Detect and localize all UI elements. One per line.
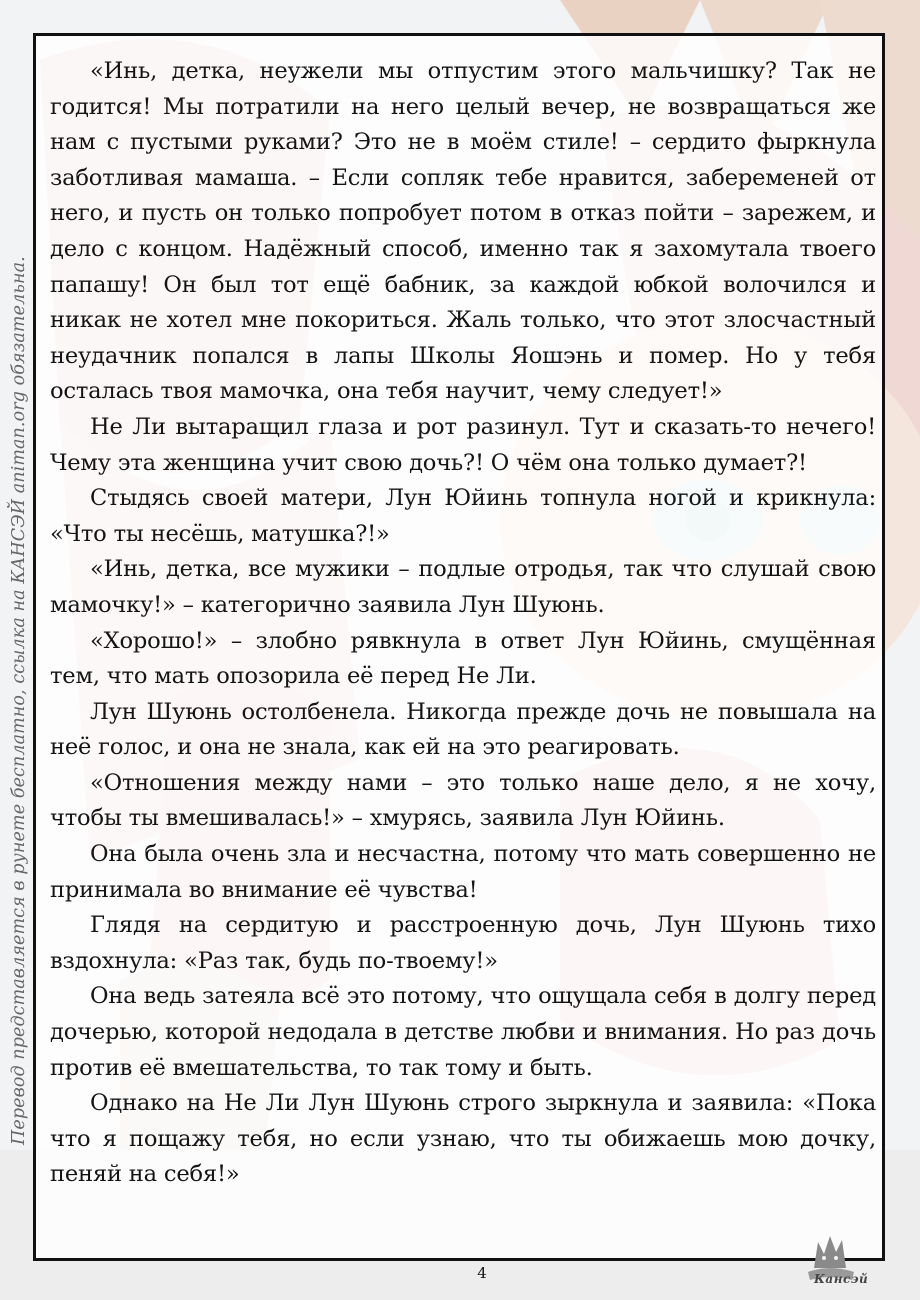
- translation-credit-note: Перевод представляется в рунете бесплатно, ссылка на КАНСЭЙ animan.org обязательна.: [9, 256, 29, 1145]
- paragraph: Лун Шуюнь остолбенела. Никогда прежде дочь не повышала на неё голос, и она не знала, как ей на это реагировать.: [50, 698, 876, 761]
- paragraph: «Инь, детка, неужели мы отпустим этого мальчишку? Так не годится! Мы потратили на него целый вечер, не возвращаться же нам с пустыми руками? Это не в моём стиле! – сердито фыркнула заботливая мамаша. – Если сопляк тебе нравится, забеременей от него, и пусть он только попробует потом в отказ пойти – зарежем, и дело с концом. Надёжный способ, именно так я захомутала твоего папашу! Он был тот ещё бабник, за каждой юбкой волочился и никак не хотел мне покориться. Жаль только, что этот злосчастный неудачник попался в лапы Школы Яошэнь и помер. Но у тебя осталась твоя мамочка, она тебя научит, чему следует!»: [50, 58, 876, 405]
- page-number: 4: [477, 1264, 487, 1282]
- paragraph: Однако на Не Ли Лун Шуюнь строго зыркнула и заявила: «Пока что я пощажу тебя, но если узнаю, что ты обижаешь мою дочку, пеняй на себя!»: [50, 1090, 876, 1188]
- paragraph: Она была очень зла и несчастна, потому что мать совершенно не принимала во внимание её чувства!: [50, 841, 876, 903]
- paragraph: Глядя на сердитую и расстроенную дочь, Лун Шуюнь тихо вздохнула: «Раз так, будь по-твоему!»: [50, 912, 876, 974]
- paragraph: «Хорошо!» – злобно рявкнула в ответ Лун Юйинь, смущённая тем, что мать опозорила её перед Не Ли.: [50, 627, 876, 690]
- paragraph: Не Ли вытаращил глаза и рот разинул. Тут и сказать-то нечего! Чему эта женщина учит свою дочь?! О чём она только думает?!: [50, 413, 876, 476]
- paragraph: «Отношения между нами – это только наше дело, я не хочу, чтобы ты вмешивалась!» – хмурясь, заявила Лун Юйинь.: [50, 769, 876, 832]
- paragraph: Она ведь затеяла всё это потому, что ощущала себя в долгу перед дочерью, которой недодала в детстве любви и внимания. Но раз дочь против её вмешательства, то так тому и быть.: [50, 983, 876, 1081]
- paragraph: «Инь, детка, все мужики – подлые отродья, так что слушай свою мамочку!» – категорично заявила Лун Шуюнь.: [50, 556, 876, 618]
- story-text: [50, 54, 876, 1193]
- logo-wordmark: Кансэй: [814, 1272, 869, 1286]
- paragraph: Стыдясь своей матери, Лун Юйинь топнула ногой и крикнула: «Что ты несёшь, матушка?!»: [50, 485, 876, 547]
